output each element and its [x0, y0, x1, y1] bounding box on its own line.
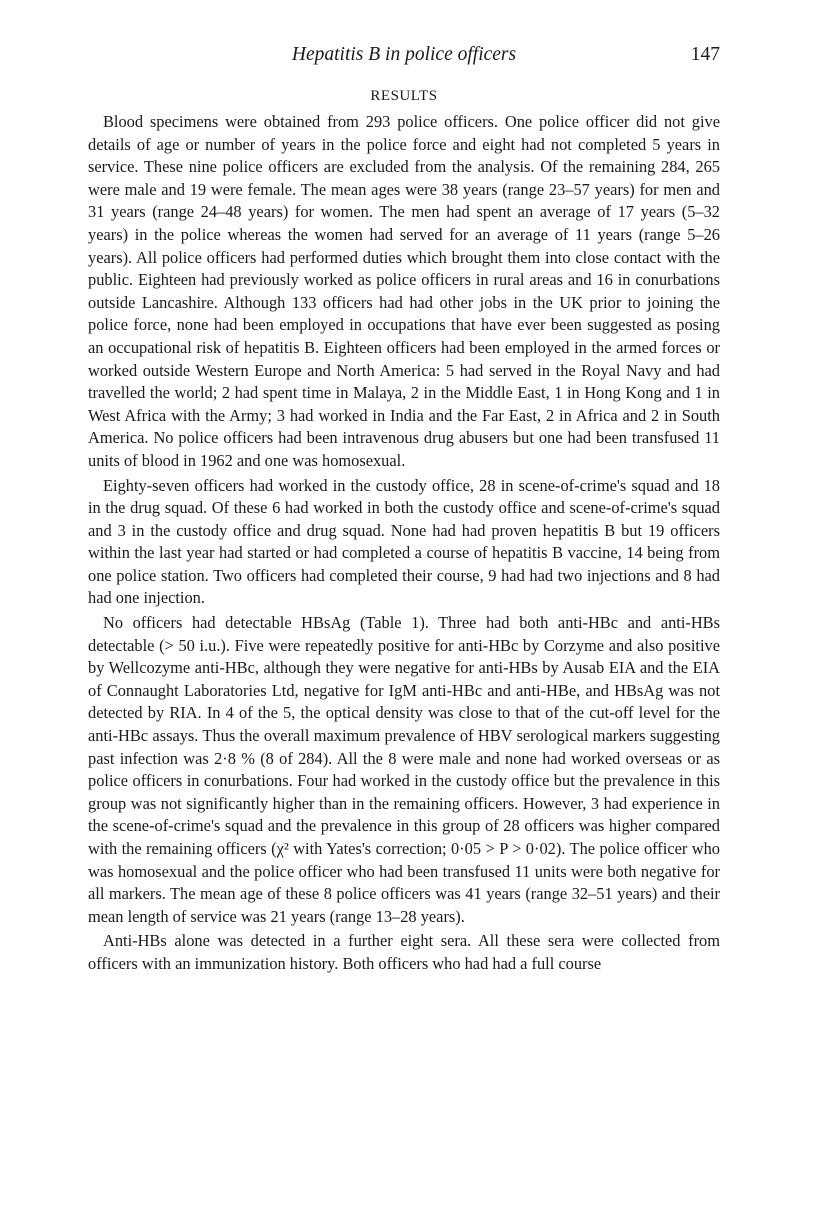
- paragraph-anti-hbs: Anti-HBs alone was detected in a further eight sera. All these sera were collected from officers with an immunization history. Both officers who had had a full course: [88, 931, 720, 973]
- running-title: Hepatitis B in police officers: [291, 44, 517, 65]
- page-number: 147: [690, 44, 720, 65]
- paragraph-demographics: Blood specimens were obtained from 293 police officers. One police officer did not give details of age or number of years in the police force and eight had not completed 5 years in service. These nine police officers are excluded from the analysis. Of the remaining 284, 265 were male and 19 were female. The mean ages were 38 years (range 23–57 years) for men and 31 years (range 24–48 years) for women. The men had spent an average of 17 years (5–32 years) in the police whereas the women had served for an average of 11 years (range 5–26 years). All police officers had performed duties which brought them into close contact with the public. Eighteen had previously worked as police officers in rural areas and 16 in conurbations outside Lancashire. Although 133 officers had had other jobs in the UK prior to joining the police force, none had been employed in occupations that have ever been suggested as posing an occupational risk of hepatitis B. Eighteen officers had been employed in the armed forces or worked outside Western Europe and North America: 5 had served in the Royal Navy and had travelled the world; 2 had spent time in Malaya, 2 in the Middle East, 1 in Hong Kong and 1 in West Africa with the Army; 3 had worked in India and the Far East, 2 in Africa and 2 in South America. No police officers had been intravenous drug abusers but one had been transfused 11 units of blood in 1962 and one was homosexual.: [88, 112, 720, 470]
- paragraph-duties-vaccination: Eighty-seven officers had worked in the custody office, 28 in scene-of-crime's squad and 18 in the drug squad. Of these 6 had worked in both the custody office and scene-of-crime's squad and 3 in the custody office and drug squad. None had had proven hepatitis B but 19 officers within the last year had started or had completed a course of hepatitis B vaccine, 14 being from one police station. Two officers had completed their course, 9 had had two injections and 8 had had one injection.: [88, 475, 720, 608]
- journal-page: [88, 40, 720, 978]
- section-heading-results: RESULTS: [370, 88, 438, 104]
- running-header: [88, 40, 720, 74]
- paragraph-serological-markers: No officers had detectable HBsAg (Table 1). Three had both anti-HBc and anti-HBs detectable (> 50 i.u.). Five were repeatedly positive for anti-HBc by Corzyme and also positive by Wellcozyme anti-HBc, although they were negative for anti-HBs by Ausab EIA and the EIA of Connaught Laboratories Ltd, negative for IgM anti-HBc and anti-HBe, and HBsAg was not detected by RIA. In 4 of the 5, the optical density was close to that of the cut-off level for the anti-HBc assays. Thus the overall maximum prevalence of HBV serological markers suggesting past infection was 2·8 % (8 of 284). All the 8 were male and none had worked overseas or as police officers in conurbations. Four had worked in the custody office but the prevalence in this group was not significantly higher than in the remaining officers. However, 3 had experience in the scene-of-crime's squad and the prevalence in this group of 28 officers was higher compared with the remaining officers (χ² with Yates's correction; 0·05 > P > 0·02). The police officer who was homosexual and the police officer who had been transfused 11 units were both negative for all markers. The mean age of these 8 police officers was 41 years (range 32–51 years) and their mean length of service was 21 years (range 13–28 years).: [88, 613, 720, 926]
